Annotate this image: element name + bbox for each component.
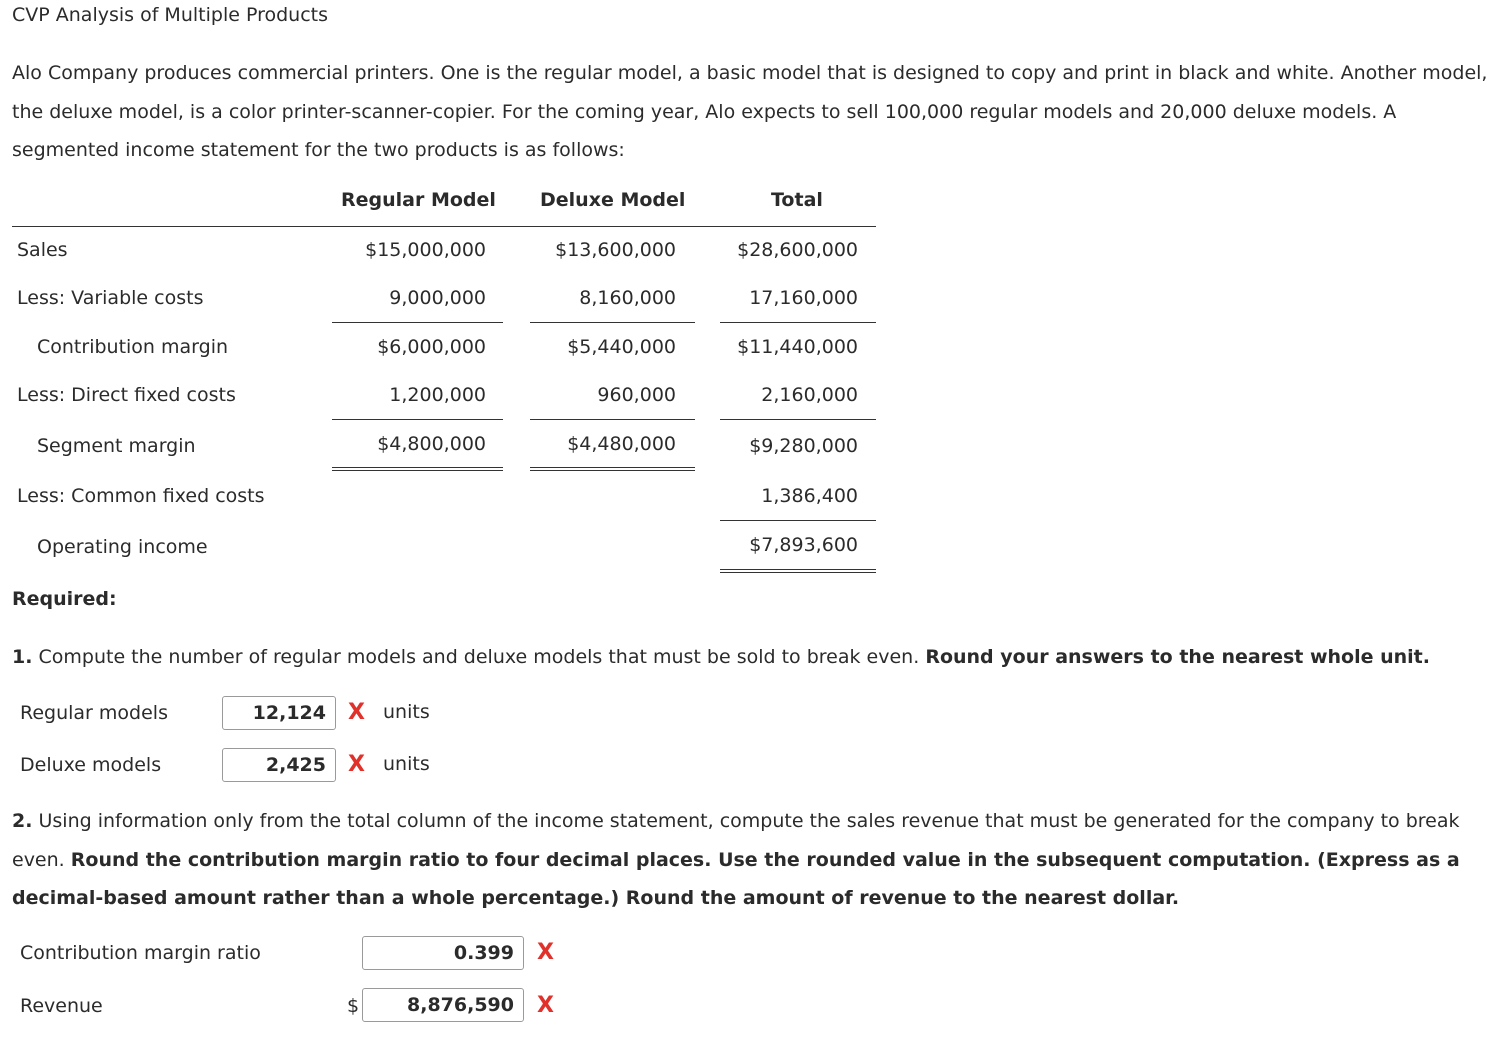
question-2-instruction: Round the contribution margin ratio to four decimal places. Use the rounded value in the subsequent computation. (Express as a decimal-based amount rather than a whole percentage.) Round the amount of revenue to the nearest dollar. [12,848,1460,909]
deluxe-models-input[interactable]: 2,425 [222,748,336,782]
sales-total: $28,600,000 [737,239,858,261]
problem-intro: Alo Company produces commercial printers. One is the regular model, a basic model that is designed to copy and print in black and white. Another model, the deluxe model, is a color printer-scanner-copier. For the coming year, Alo expects to sell 100,000 regular models and 20,000 deluxe models. A segmented income statement for the two products is as follows: [12,62,1488,161]
rule [720,419,876,420]
row-label-direct-fixed-costs: Less: Direct fixed costs [17,384,236,406]
header-total: Total [771,189,823,211]
incorrect-x-icon: X [537,940,554,965]
question-number: 1. [12,646,33,668]
header-deluxe-model: Deluxe Model [540,189,686,211]
header-rule [12,226,876,227]
contribution-margin-total: $11,440,000 [737,336,858,358]
question-1 [12,638,1502,677]
regular-models-label: Regular models [20,702,168,724]
sales-regular: $15,000,000 [365,239,486,261]
rule [720,520,876,521]
contribution-margin-regular: $6,000,000 [377,336,486,358]
contribution-margin-ratio-input[interactable]: 0.399 [362,936,524,970]
row-label-operating-income: Operating income [37,536,208,558]
direct-fixed-total: 2,160,000 [761,384,858,406]
question-1-instruction: Round your answers to the nearest whole unit. [925,646,1430,668]
question-number: 2. [12,810,33,832]
contribution-margin-ratio-label: Contribution margin ratio [20,942,261,964]
operating-income-total: $7,893,600 [749,534,858,556]
header-regular-model: Regular Model [341,189,496,211]
unit-label: units [383,753,430,775]
rule [332,322,503,323]
question-1-text: Compute the number of regular models and deluxe models that must be sold to break even. [38,646,920,668]
sales-deluxe: $13,600,000 [555,239,676,261]
rule [530,419,695,420]
contribution-margin-deluxe: $5,440,000 [567,336,676,358]
direct-fixed-regular: 1,200,000 [389,384,486,406]
rule [720,322,876,323]
rule [530,322,695,323]
double-rule [720,569,876,573]
row-label-sales: Sales [17,239,68,261]
segment-margin-deluxe: $4,480,000 [567,433,676,455]
common-fixed-total: 1,386,400 [761,485,858,507]
incorrect-x-icon: X [348,752,365,777]
double-rule [332,467,503,471]
row-label-segment-margin: Segment margin [37,435,196,457]
row-label-variable-costs: Less: Variable costs [17,287,204,309]
segment-margin-total: $9,280,000 [749,435,858,457]
segment-margin-regular: $4,800,000 [377,433,486,455]
required-heading: Required: [12,588,117,610]
question-2-text: Using information only from the total column of the income statement, compute the sales revenue that must be generated for the company to break even. [12,810,1460,871]
variable-costs-deluxe: 8,160,000 [579,287,676,309]
unit-label: units [383,701,430,723]
direct-fixed-deluxe: 960,000 [597,384,676,406]
currency-symbol: $ [347,995,360,1017]
variable-costs-total: 17,160,000 [749,287,858,309]
double-rule [530,467,695,471]
question-2 [12,802,1502,918]
incorrect-x-icon: X [348,700,365,725]
regular-models-input[interactable]: 12,124 [222,696,336,730]
variable-costs-regular: 9,000,000 [389,287,486,309]
page-title: CVP Analysis of Multiple Products [12,4,328,26]
deluxe-models-label: Deluxe models [20,754,162,776]
row-label-contribution-margin: Contribution margin [37,336,229,358]
revenue-input[interactable]: 8,876,590 [362,988,524,1022]
revenue-label: Revenue [20,995,103,1017]
rule [332,419,503,420]
incorrect-x-icon: X [537,993,554,1018]
row-label-common-fixed-costs: Less: Common fixed costs [17,485,265,507]
